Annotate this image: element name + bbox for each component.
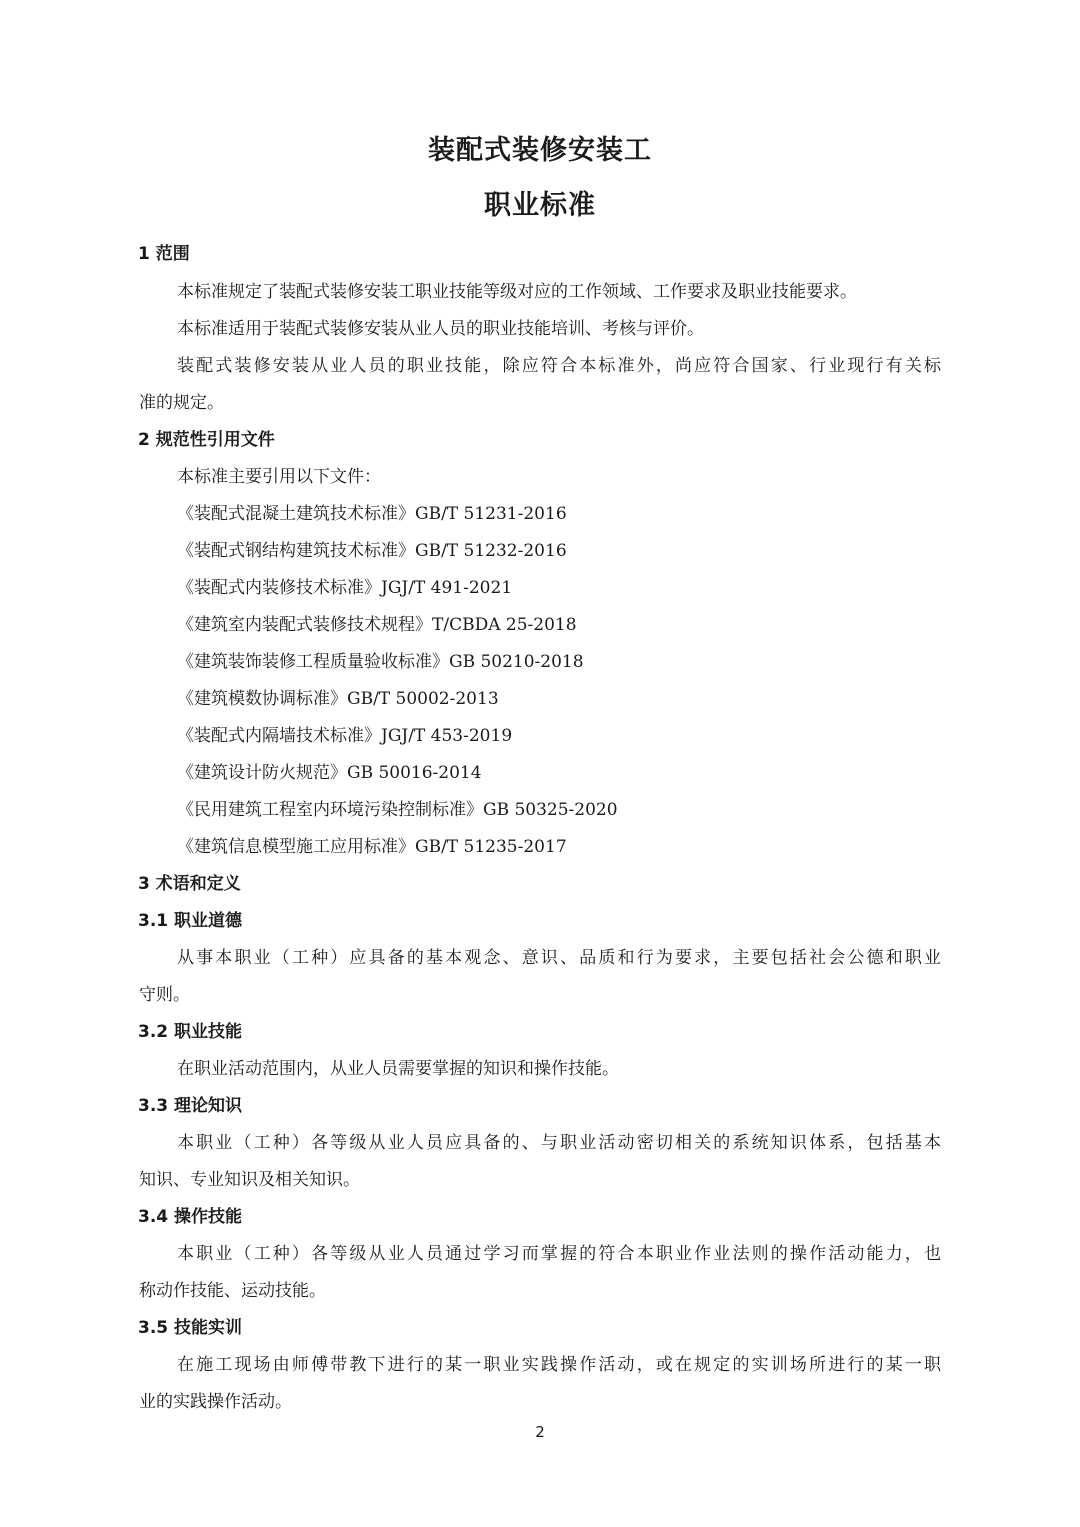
reference-item: 《建筑信息模型施工应用标准》GB/T 51235-2017	[177, 837, 567, 857]
term-heading: 3.4 操作技能	[138, 1207, 243, 1227]
term-heading: 3.1 职业道德	[138, 911, 243, 931]
document-title: 装配式装修安装工	[428, 135, 652, 166]
term-definition: 在职业活动范围内，从业人员需要掌握的知识和操作技能。	[177, 1059, 619, 1079]
reference-item: 《建筑模数协调标准》GB/T 50002-2013	[177, 689, 499, 709]
section-heading-scope: 1 范围	[138, 244, 190, 264]
term-definition-continuation: 称动作技能、运动技能。	[139, 1281, 326, 1301]
paragraph: 装配式装修安装从业人员的职业技能，除应符合本标准外，尚应符合国家、行业现行有关标	[177, 356, 941, 376]
term-heading: 3.5 技能实训	[138, 1318, 243, 1338]
term-heading: 3.2 职业技能	[138, 1022, 243, 1042]
paragraph: 本标准适用于装配式装修安装从业人员的职业技能培训、考核与评价。	[177, 319, 704, 339]
term-definition-continuation: 业的实践操作活动。	[139, 1392, 292, 1412]
term-definition: 本职业（工种）各等级从业人员应具备的、与职业活动密切相关的系统知识体系，包括基本	[177, 1133, 941, 1153]
reference-item: 《建筑装饰装修工程质量验收标准》GB 50210-2018	[177, 652, 584, 672]
document-subtitle: 职业标准	[484, 190, 596, 221]
paragraph-continuation: 准的规定。	[139, 393, 224, 413]
term-definition-continuation: 守则。	[139, 985, 190, 1005]
term-heading: 3.3 理论知识	[138, 1096, 243, 1116]
section-heading-references: 2 规范性引用文件	[138, 430, 275, 450]
reference-item: 《装配式钢结构建筑技术标准》GB/T 51232-2016	[177, 541, 567, 561]
page-number: 2	[535, 1423, 545, 1441]
term-definition-continuation: 知识、专业知识及相关知识。	[139, 1170, 360, 1190]
paragraph: 本标准主要引用以下文件：	[177, 467, 381, 487]
reference-item: 《建筑设计防火规范》GB 50016-2014	[177, 763, 482, 783]
paragraph: 本标准规定了装配式装修安装工职业技能等级对应的工作领域、工作要求及职业技能要求。	[177, 282, 857, 302]
reference-item: 《装配式混凝土建筑技术标准》GB/T 51231-2016	[177, 504, 567, 524]
reference-item: 《建筑室内装配式装修技术规程》T/CBDA 25-2018	[177, 615, 577, 635]
reference-item: 《民用建筑工程室内环境污染控制标准》GB 50325-2020	[177, 800, 618, 820]
term-definition: 本职业（工种）各等级从业人员通过学习而掌握的符合本职业作业法则的操作活动能力，也	[177, 1244, 941, 1264]
reference-item: 《装配式内隔墙技术标准》JGJ/T 453-2019	[177, 726, 513, 746]
reference-item: 《装配式内装修技术标准》JGJ/T 491-2021	[177, 578, 513, 598]
term-definition: 在施工现场由师傅带教下进行的某一职业实践操作活动，或在规定的实训场所进行的某一职	[177, 1355, 941, 1375]
term-definition: 从事本职业（工种）应具备的基本观念、意识、品质和行为要求，主要包括社会公德和职业	[177, 948, 941, 968]
section-heading-terms: 3 术语和定义	[138, 874, 241, 894]
